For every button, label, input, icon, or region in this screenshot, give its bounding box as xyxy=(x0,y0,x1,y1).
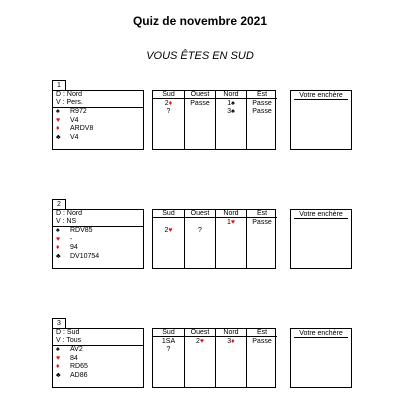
auction-bid: Passe xyxy=(252,338,272,345)
auction-bid: Passe xyxy=(252,100,272,107)
auction-bids xyxy=(247,218,277,227)
auction-header-ouest: Ouest xyxy=(185,210,215,218)
answer-box[interactable] xyxy=(290,209,352,269)
deal-number: 3 xyxy=(52,318,66,328)
page-title: Quiz de novembre 2021 xyxy=(132,14,268,28)
spade-cards: RDV85 xyxy=(70,227,93,234)
dealer-label: D : Nord xyxy=(56,91,83,98)
diamond-icon: ♦ xyxy=(56,363,60,371)
vulnerability-label: V : Pers. xyxy=(53,99,143,108)
auction-col-nord xyxy=(215,210,246,268)
spade-holding xyxy=(53,346,143,355)
spade-cards: AV2 xyxy=(70,346,83,353)
answer-label: Votre enchère xyxy=(294,91,348,100)
auction-header-est: Est xyxy=(247,329,277,337)
auction-bid: Passe xyxy=(252,219,272,226)
vulnerability-label: V : NS xyxy=(53,218,143,227)
auction-bids xyxy=(185,99,215,108)
auction-bid: 3♠ xyxy=(227,108,235,115)
club-cards: V4 xyxy=(70,133,79,141)
answer-box[interactable] xyxy=(290,328,352,388)
auction-table xyxy=(152,328,276,388)
club-icon: ♣ xyxy=(56,371,61,379)
dealer-label: D : Nord xyxy=(56,210,83,217)
auction-bids xyxy=(247,99,277,116)
hand-box xyxy=(52,328,144,388)
diamond-cards: RD65 xyxy=(70,363,88,371)
auction-bid: 2♥ xyxy=(195,338,205,345)
club-cards: DV10754 xyxy=(70,252,100,260)
diamond-holding xyxy=(53,125,143,134)
auction-bid: ? xyxy=(166,108,171,115)
auction-bids xyxy=(216,337,246,346)
answer-box[interactable] xyxy=(290,90,352,150)
answer-label: Votre enchère xyxy=(294,210,348,219)
diamond-cards: ARDV8 xyxy=(70,125,94,133)
hand-card xyxy=(52,318,144,388)
heart-icon: ♥ xyxy=(56,235,61,243)
heart-holding xyxy=(53,117,143,126)
auction-col-sud xyxy=(153,329,184,387)
auction-table xyxy=(152,209,276,269)
club-holding xyxy=(53,134,143,143)
dealer-label: D : Sud xyxy=(56,329,80,336)
auction-bid: 1♥ xyxy=(226,219,236,226)
auction-bid: 2♥ xyxy=(164,227,173,234)
club-holding xyxy=(53,253,143,262)
auction-bids xyxy=(216,218,246,227)
auction-col-est xyxy=(246,329,277,387)
hand-card xyxy=(52,199,144,269)
auction-col-sud xyxy=(153,91,184,149)
heart-icon: ♥ xyxy=(56,116,61,124)
page-subtitle: VOUS ÊTES EN SUD xyxy=(146,50,254,62)
auction-col-nord xyxy=(215,329,246,387)
heart-holding xyxy=(53,236,143,245)
hand-box xyxy=(52,209,144,269)
auction-header-est: Est xyxy=(247,91,277,99)
spade-icon: ♠ xyxy=(56,227,60,234)
auction-bids xyxy=(153,337,184,354)
auction-bid: 2♦ xyxy=(164,100,173,107)
auction-bid xyxy=(153,219,184,227)
auction-bids xyxy=(185,218,215,235)
spade-cards: R972 xyxy=(70,108,87,115)
auction-header-nord: Nord xyxy=(216,329,246,337)
auction-col-est xyxy=(246,91,277,149)
auction-col-ouest xyxy=(184,210,215,268)
auction-bid: ? xyxy=(166,346,171,353)
spade-icon: ♠ xyxy=(56,108,60,115)
deal-number: 1 xyxy=(52,80,66,90)
diamond-icon: ♦ xyxy=(56,244,60,252)
club-icon: ♣ xyxy=(56,252,61,260)
heart-cards: - xyxy=(70,235,73,243)
auction-bid: 3♦ xyxy=(227,338,235,345)
diamond-icon: ♦ xyxy=(56,125,60,133)
auction-col-sud xyxy=(153,210,184,268)
deal-number: 2 xyxy=(52,199,66,209)
diamond-cards: 94 xyxy=(70,244,78,252)
deal-block xyxy=(0,199,400,269)
diamond-holding xyxy=(53,363,143,372)
vulnerability-label: V : Tous xyxy=(53,337,143,346)
auction-header-sud: Sud xyxy=(153,91,184,99)
auction-bids xyxy=(153,218,184,235)
auction-bids xyxy=(153,99,184,116)
spade-icon: ♠ xyxy=(56,346,60,353)
auction-bid: Passe xyxy=(190,100,210,107)
auction-header-ouest: Ouest xyxy=(185,329,215,337)
auction-table xyxy=(152,90,276,150)
auction-bid: ? xyxy=(198,227,202,234)
auction-header-nord: Nord xyxy=(216,91,246,99)
heart-icon: ♥ xyxy=(56,354,61,362)
auction-col-nord xyxy=(215,91,246,149)
answer-label: Votre enchère xyxy=(294,329,348,338)
auction-header-ouest: Ouest xyxy=(185,91,215,99)
heart-holding xyxy=(53,355,143,364)
auction-bids xyxy=(216,99,246,116)
heart-cards: 84 xyxy=(70,354,78,362)
club-icon: ♣ xyxy=(56,133,61,141)
hand-card xyxy=(52,80,144,150)
auction-header-est: Est xyxy=(247,210,277,218)
diamond-holding xyxy=(53,244,143,253)
deal-block xyxy=(0,80,400,150)
auction-bids xyxy=(185,337,215,346)
spade-holding xyxy=(53,108,143,117)
deal-block xyxy=(0,318,400,388)
auction-col-est xyxy=(246,210,277,268)
hand-box xyxy=(52,90,144,150)
auction-bid: 1SA xyxy=(161,338,176,345)
heart-cards: V4 xyxy=(70,116,79,124)
auction-bid xyxy=(185,219,215,227)
auction-bid: 1♠ xyxy=(227,100,235,107)
auction-header-sud: Sud xyxy=(153,210,184,218)
auction-header-nord: Nord xyxy=(216,210,246,218)
spade-holding xyxy=(53,227,143,236)
club-cards: AD86 xyxy=(70,371,88,379)
auction-bid: Passe xyxy=(252,108,272,115)
club-holding xyxy=(53,372,143,381)
auction-col-ouest xyxy=(184,329,215,387)
auction-col-ouest xyxy=(184,91,215,149)
auction-bids xyxy=(247,337,277,346)
auction-header-sud: Sud xyxy=(153,329,184,337)
